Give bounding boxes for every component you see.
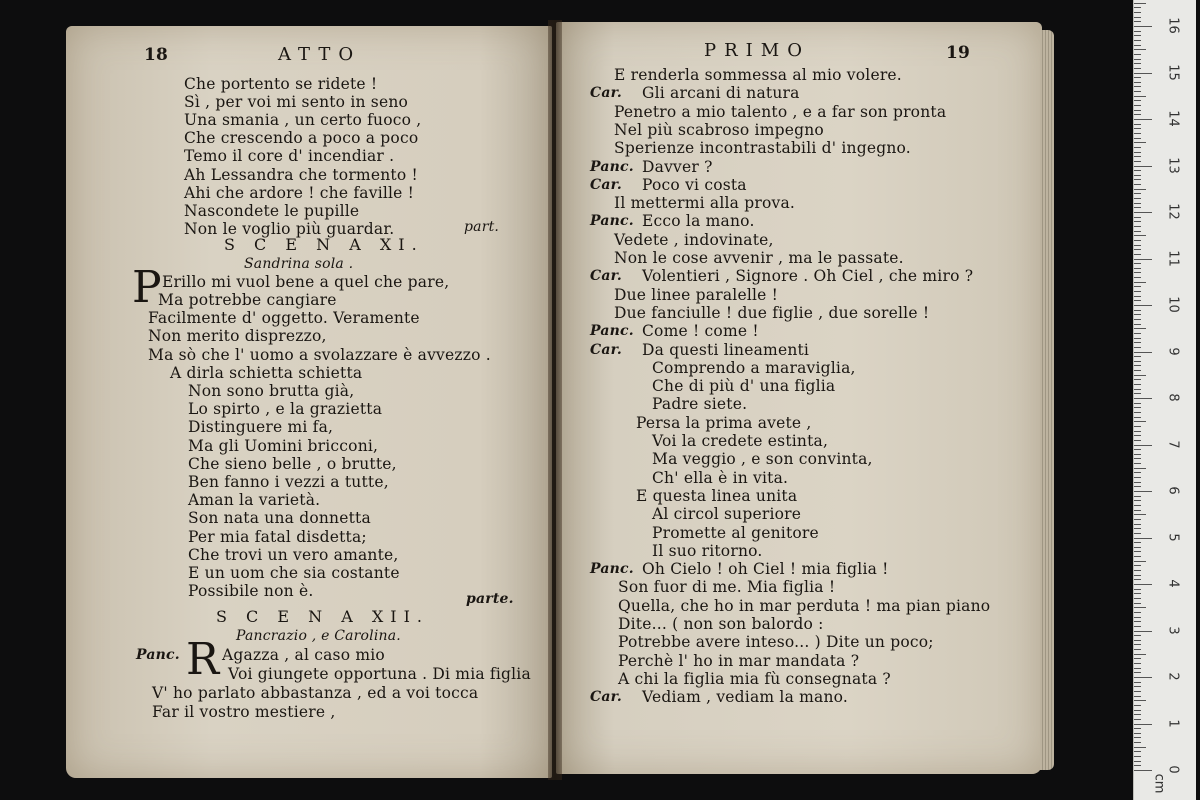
dialogue-line: Far il vostro mestiere ,	[152, 703, 336, 721]
ruler-tick	[1134, 570, 1141, 571]
dialogue-line: Son fuor di me. Mia figlia !	[618, 578, 836, 597]
ruler-tick	[1134, 519, 1141, 520]
speaker-label: Car.	[590, 176, 622, 193]
ruler-label: 8	[1165, 393, 1181, 402]
dialogue-line: Gli arcani di natura	[642, 84, 800, 103]
ruler-tick	[1134, 59, 1141, 60]
ruler-tick	[1134, 245, 1141, 246]
ruler-tick	[1134, 482, 1141, 483]
ruler-tick	[1134, 691, 1141, 692]
dialogue-line: Davver ?	[642, 157, 713, 176]
ruler-tick	[1134, 626, 1141, 627]
ruler-tick	[1134, 719, 1141, 720]
ruler-tick	[1134, 449, 1141, 450]
ruler-tick	[1134, 658, 1141, 659]
dialogue-line: Vedete , indovinate,	[614, 230, 774, 249]
ruler-tick	[1134, 7, 1141, 8]
ruler-tick	[1134, 417, 1141, 418]
ruler-label: 5	[1165, 532, 1181, 542]
ruler-tick	[1134, 100, 1141, 101]
dialogue-line: Due fanciulle ! due figlie , due sorelle !	[614, 303, 930, 322]
ruler-tick	[1134, 631, 1152, 632]
right-page	[556, 22, 1042, 774]
ruler-label: 0	[1165, 765, 1181, 774]
verse-line: Che portento se ridete !	[184, 75, 378, 93]
ruler-tick	[1134, 565, 1141, 566]
ruler-tick	[1134, 426, 1141, 427]
ruler-tick	[1134, 314, 1141, 315]
verse-line: Possibile non è.	[188, 582, 314, 601]
verse-line: E un uom che sia costante	[188, 564, 400, 582]
speaker-label: Car.	[590, 268, 622, 285]
verse-line: Per mia fatal disdetta;	[188, 527, 367, 546]
ruler-tick	[1134, 272, 1141, 273]
open-book	[62, 20, 1058, 780]
ruler-tick	[1134, 379, 1141, 380]
verse-line: Una smania , un certo fuoco ,	[184, 111, 422, 130]
verse-line: Distinguere mi fa,	[188, 418, 334, 437]
ruler-tick	[1134, 235, 1146, 236]
ruler-tick	[1134, 45, 1141, 46]
ruler-tick	[1134, 440, 1141, 441]
page-number-left: 18	[144, 45, 169, 65]
dialogue-line: Ma veggio , e son convinta,	[652, 450, 873, 469]
ruler-tick	[1134, 212, 1152, 213]
drop-cap-r: R	[186, 634, 220, 685]
ruler-tick	[1134, 114, 1141, 115]
ruler-tick	[1134, 203, 1141, 204]
ruler-tick	[1134, 68, 1141, 69]
ruler-tick	[1134, 463, 1141, 464]
dialogue-line: Il suo ritorno.	[652, 541, 763, 560]
ruler-tick	[1134, 524, 1141, 525]
ruler-tick	[1134, 584, 1152, 585]
ruler-tick	[1134, 435, 1141, 436]
ruler-tick	[1134, 724, 1152, 725]
speaker-label: Car.	[590, 85, 622, 102]
ruler-tick	[1134, 217, 1141, 218]
dialogue-line: A chi la figlia mia fù consegnata ?	[618, 669, 891, 688]
ruler-tick	[1134, 40, 1141, 41]
ruler-tick	[1134, 635, 1141, 636]
ruler-tick	[1134, 342, 1141, 343]
dialogue-line: Come ! come !	[642, 322, 759, 341]
ruler-tick	[1134, 328, 1146, 329]
ruler-tick	[1134, 300, 1141, 301]
ruler-tick	[1134, 491, 1152, 492]
dialogue-line: Agazza , al caso mio	[222, 646, 385, 664]
dialogue-line: Potrebbe avere inteso... ) Dite un poco;	[618, 633, 934, 652]
ruler-tick	[1134, 189, 1146, 190]
ruler-tick	[1134, 333, 1141, 334]
verse-line: Ma gli Uomini bricconi,	[188, 436, 379, 455]
dialogue-line: Volentieri , Signore . Oh Ciel , che miro ?	[642, 267, 974, 286]
ruler-tick	[1134, 361, 1141, 362]
book-gutter	[548, 20, 562, 780]
verse-line: Che crescendo a poco a poco	[184, 129, 419, 148]
ruler-tick	[1134, 458, 1141, 459]
ruler-label: 12	[1165, 203, 1181, 220]
ruler-tick	[1134, 324, 1141, 325]
ruler-tick	[1134, 770, 1152, 771]
ruler-tick	[1134, 393, 1141, 394]
ruler-tick	[1134, 152, 1141, 153]
ruler-tick	[1134, 561, 1146, 562]
ruler-label: 4	[1165, 579, 1181, 588]
dialogue-line: Due linee paralelle !	[614, 285, 779, 304]
ruler-tick	[1134, 305, 1152, 306]
ruler-tick	[1134, 3, 1146, 4]
ruler-tick	[1134, 714, 1141, 715]
ruler-tick	[1134, 598, 1141, 599]
measuring-ruler	[1133, 0, 1196, 800]
exit-note: parte.	[466, 591, 514, 607]
scene-cast-xi: Sandrina sola .	[244, 256, 354, 272]
dialogue-line: Il mettermi alla prova.	[614, 194, 796, 213]
dialogue-line: Penetro a mio talento , e a far son pronta	[614, 102, 947, 121]
dialogue-line: Promette al genitore	[652, 523, 819, 542]
ruler-tick	[1134, 737, 1141, 738]
scene-heading-xii: S C E N A XII.	[216, 607, 429, 626]
ruler-label: 11	[1165, 249, 1181, 267]
dialogue-line: E renderla sommessa al mio volere.	[614, 66, 902, 84]
ruler-tick	[1134, 198, 1141, 199]
ruler-label: 9	[1165, 346, 1181, 356]
dialogue-line: Sperienze incontrastabili d' ingegno.	[614, 139, 911, 158]
ruler-tick	[1134, 700, 1146, 701]
ruler-label: 2	[1165, 672, 1181, 681]
ruler-tick	[1134, 421, 1146, 422]
ruler-tick	[1134, 133, 1141, 134]
ruler-tick	[1134, 542, 1141, 543]
ruler-tick	[1134, 510, 1141, 511]
dialogue-line: Poco vi costa	[642, 175, 747, 194]
ruler-tick	[1134, 528, 1141, 529]
dialogue-line: E questa linea unita	[636, 486, 798, 505]
ruler-tick	[1134, 268, 1141, 269]
ruler-tick	[1134, 468, 1146, 469]
dialogue-line: Non le cose avvenir , ma le passate.	[614, 249, 904, 267]
ruler-tick	[1134, 73, 1152, 74]
ruler-tick	[1134, 412, 1141, 413]
verse-line: Facilmente d' oggetto. Veramente	[148, 309, 420, 328]
ruler-tick	[1134, 747, 1146, 748]
page-edges	[1040, 30, 1054, 770]
ruler-tick	[1134, 686, 1141, 687]
ruler-tick	[1134, 654, 1146, 655]
ruler-tick	[1134, 35, 1141, 36]
ruler-tick	[1134, 728, 1141, 729]
ruler-tick	[1134, 356, 1141, 357]
ruler-tick	[1134, 156, 1141, 157]
ruler-tick	[1134, 282, 1146, 283]
ruler-tick	[1134, 175, 1141, 176]
dialogue-line: V' ho parlato abbastanza , ed a voi tocca	[152, 684, 479, 702]
ruler-tick	[1134, 226, 1141, 227]
speaker-label: Panc.	[590, 213, 634, 230]
verse-line: Son nata una donnetta	[188, 509, 371, 528]
ruler-tick	[1134, 589, 1141, 590]
ruler-tick	[1134, 193, 1141, 194]
verse-line: Ben fanno i vezzi a tutte,	[188, 473, 389, 491]
ruler-tick	[1134, 82, 1141, 83]
dialogue-line: Ch' ella è in vita.	[652, 468, 789, 487]
ruler-label: 1	[1165, 718, 1181, 728]
ruler-tick	[1134, 338, 1141, 339]
speaker-label: Car.	[590, 689, 622, 706]
ruler-tick	[1134, 765, 1141, 766]
ruler-tick	[1134, 547, 1141, 548]
ruler-tick	[1134, 640, 1141, 641]
dialogue-line: Dite... ( non son balordo :	[618, 615, 824, 633]
verse-line: Sì , per voi mi sento in seno	[184, 93, 409, 112]
verse-line: Lo spirto , e la grazietta	[188, 400, 383, 419]
ruler-tick	[1134, 472, 1141, 473]
ruler-tick	[1134, 105, 1141, 106]
running-header-left: ATTO	[278, 44, 362, 65]
dialogue-line: Voi la credete estinta,	[652, 432, 829, 450]
ruler-tick	[1134, 672, 1141, 673]
verse-line: Ma sò che l' uomo a svolazzare è avvezzo .	[148, 345, 491, 364]
ruler-tick	[1134, 696, 1141, 697]
speaker-label: Car.	[590, 341, 622, 358]
ruler-tick	[1134, 621, 1141, 622]
ruler-tick	[1134, 384, 1141, 385]
ruler-tick	[1134, 617, 1141, 618]
ruler-tick	[1134, 91, 1141, 92]
speaker-label: Panc.	[590, 323, 634, 340]
left-page	[66, 26, 552, 778]
ruler-tick	[1134, 124, 1141, 125]
ruler-tick	[1134, 556, 1141, 557]
ruler-tick	[1134, 445, 1152, 446]
ruler-label: 3	[1165, 625, 1181, 635]
ruler-tick	[1134, 403, 1141, 404]
ruler-tick	[1134, 170, 1141, 171]
ruler-tick	[1134, 496, 1141, 497]
ruler-tick	[1134, 607, 1146, 608]
ruler-tick	[1134, 240, 1141, 241]
ruler-tick	[1134, 147, 1141, 148]
dialogue-line: Comprendo a maraviglia,	[652, 358, 856, 377]
ruler-tick	[1134, 375, 1146, 376]
verse-line: Non merito disprezzo,	[148, 327, 327, 346]
exit-note: part.	[464, 219, 500, 235]
ruler-tick	[1134, 454, 1141, 455]
ruler-tick	[1134, 603, 1141, 604]
verse-line: Non le voglio più guardar.	[184, 219, 395, 238]
ruler-label: 16	[1165, 17, 1181, 34]
ruler-tick	[1134, 710, 1141, 711]
verse-line: Non sono brutta già,	[188, 382, 355, 400]
ruler-tick	[1134, 54, 1141, 55]
running-header-right: PRIMO	[704, 40, 810, 61]
ruler-tick	[1134, 742, 1141, 743]
ruler-tick	[1134, 407, 1141, 408]
drop-cap-p: P	[132, 262, 162, 313]
ruler-tick	[1134, 705, 1141, 706]
page-number-right: 19	[946, 43, 971, 63]
ruler-label: 14	[1165, 110, 1181, 127]
speaker-label: Panc.	[590, 561, 634, 578]
ruler-tick	[1134, 142, 1146, 143]
ruler-tick	[1134, 612, 1141, 613]
ruler-tick	[1134, 370, 1141, 371]
verse-line: Nascondete le pupille	[184, 201, 360, 220]
ruler-tick	[1134, 398, 1152, 399]
ruler-tick	[1134, 365, 1141, 366]
scene-heading-xi: S C E N A XI.	[224, 235, 424, 254]
ruler-label: 10	[1165, 296, 1181, 313]
verse-line: A dirla schietta schietta	[170, 363, 363, 382]
ruler-tick	[1134, 682, 1141, 683]
ruler-tick	[1134, 538, 1152, 539]
verse-line: Aman la varietà.	[188, 491, 321, 510]
ruler-tick	[1134, 49, 1146, 50]
ruler-tick	[1134, 179, 1141, 180]
ruler-tick	[1134, 63, 1141, 64]
speaker-label: Panc.	[136, 647, 180, 663]
ruler-tick	[1134, 286, 1141, 287]
dialogue-line: Voi giungete opportuna . Di mia figlia	[228, 665, 531, 683]
ruler-tick	[1134, 86, 1141, 87]
ruler-tick	[1134, 17, 1141, 18]
ruler-tick	[1134, 677, 1152, 678]
dialogue-line: Perchè l' ho in mar mandata ?	[618, 651, 860, 670]
verse-line: Ahi che ardore ! che faville !	[184, 183, 415, 202]
ruler-tick	[1134, 431, 1141, 432]
ruler-tick	[1134, 221, 1141, 222]
ruler-tick	[1134, 733, 1141, 734]
ruler-tick	[1134, 96, 1146, 97]
ruler-tick	[1134, 296, 1141, 297]
ruler-tick	[1134, 575, 1141, 576]
ruler-tick	[1134, 751, 1141, 752]
ruler-tick	[1134, 593, 1141, 594]
dialogue-line: Da questi lineamenti	[642, 340, 810, 359]
ruler-tick	[1134, 110, 1141, 111]
dialogue-line: Quella, che ho in mar perduta ! ma pian piano	[618, 596, 991, 615]
ruler-label: 13	[1165, 156, 1181, 174]
ruler-tick	[1134, 128, 1141, 129]
ruler-tick	[1134, 389, 1141, 390]
ruler-tick	[1134, 505, 1141, 506]
scene-cast-xii: Pancrazio , e Carolina.	[236, 628, 401, 644]
verse-line: Temo il core d' incendiar .	[184, 147, 395, 166]
dialogue-line: Al circol superiore	[652, 505, 802, 524]
ruler-tick	[1134, 249, 1141, 250]
ruler-tick	[1134, 277, 1141, 278]
ruler-tick	[1134, 310, 1141, 311]
ruler-tick	[1134, 756, 1141, 757]
ruler-tick	[1134, 119, 1152, 120]
ruler-tick	[1134, 514, 1146, 515]
ruler-tick	[1134, 477, 1141, 478]
ruler-tick	[1134, 166, 1152, 167]
verse-line: Ah Lessandra che tormento !	[184, 165, 418, 184]
verse-line: Ma potrebbe cangiare	[158, 291, 337, 309]
ruler-unit: cm	[1151, 773, 1167, 794]
ruler-tick	[1134, 352, 1152, 353]
ruler-tick	[1134, 551, 1141, 552]
ruler-tick	[1134, 184, 1141, 185]
ruler-tick	[1134, 319, 1141, 320]
ruler-tick	[1134, 207, 1141, 208]
ruler-tick	[1134, 263, 1141, 264]
ruler-tick	[1134, 533, 1141, 534]
ruler-tick	[1134, 649, 1141, 650]
ruler-label: 6	[1165, 486, 1181, 495]
ruler-tick	[1134, 77, 1141, 78]
ruler-tick	[1134, 21, 1141, 22]
dialogue-line: Che di più d' una figlia	[652, 377, 836, 396]
ruler-label: 7	[1165, 439, 1181, 449]
ruler-tick	[1134, 259, 1152, 260]
dialogue-line: Oh Cielo ! oh Ciel ! mia figlia !	[642, 560, 889, 579]
scene-xi-first-line: Erillo mi vuol bene a quel che pare,	[162, 273, 450, 291]
ruler-label: 15	[1165, 63, 1181, 81]
ruler-tick	[1134, 644, 1141, 645]
ruler-tick	[1134, 291, 1141, 292]
ruler-tick	[1134, 500, 1141, 501]
dialogue-line: Vediam , vediam la mano.	[642, 688, 849, 707]
dialogue-line: Ecco la mano.	[642, 212, 755, 231]
ruler-tick	[1134, 26, 1152, 27]
dialogue-line: Nel più scabroso impegno	[614, 120, 824, 139]
dialogue-line: Persa la prima avete ,	[636, 413, 812, 432]
dialogue-line: Padre siete.	[652, 395, 748, 414]
verse-line: Che sieno belle , o brutte,	[188, 454, 397, 473]
ruler-tick	[1134, 161, 1141, 162]
verse-line: Che trovi un vero amante,	[188, 545, 399, 564]
ruler-tick	[1134, 31, 1141, 32]
ruler-tick	[1134, 668, 1141, 669]
ruler-tick	[1134, 254, 1141, 255]
ruler-tick	[1134, 761, 1141, 762]
ruler-tick	[1134, 579, 1141, 580]
ruler-tick	[1134, 12, 1141, 13]
ruler-tick	[1134, 486, 1141, 487]
speaker-label: Panc.	[590, 158, 634, 175]
ruler-tick	[1134, 138, 1141, 139]
ruler-tick	[1134, 663, 1141, 664]
ruler-tick	[1134, 231, 1141, 232]
ruler-tick	[1134, 347, 1141, 348]
